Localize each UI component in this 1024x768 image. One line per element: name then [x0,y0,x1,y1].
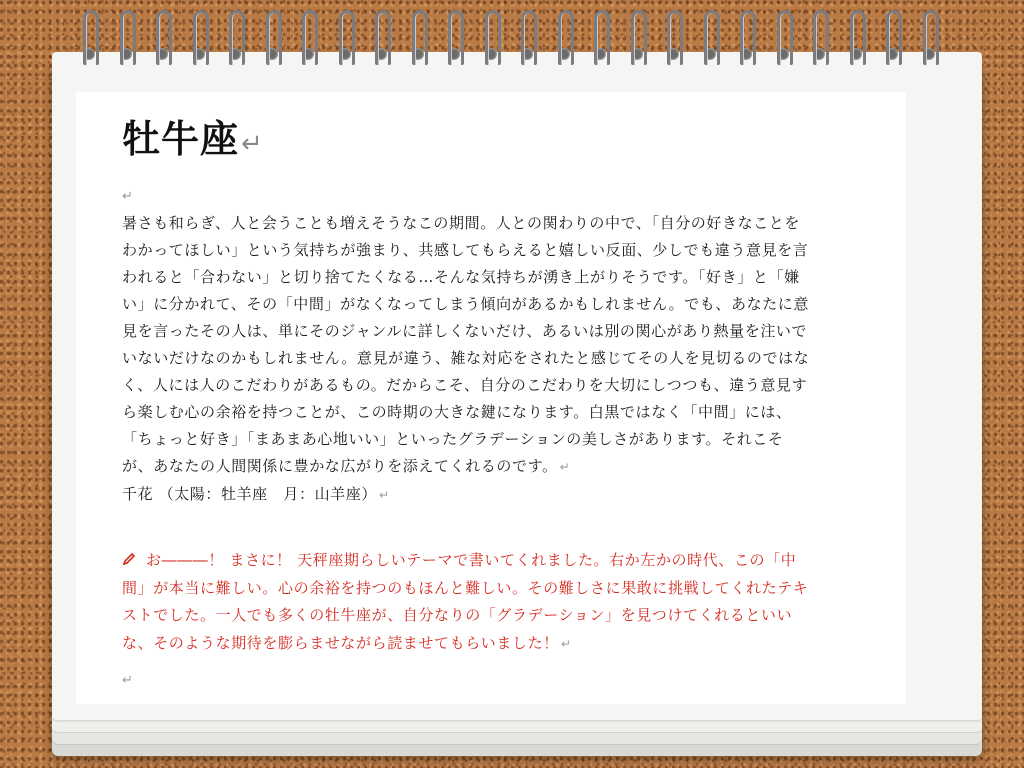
author-signature [122,481,812,509]
horoscope-body [122,210,812,509]
comment-text: お―――！ まさに！ 天秤座期らしいテーマで書いてくれました。右か左かの時代、この「中間」が本当に難しい。心の余裕を持つのもほんと難しい。その難しさに果敢に挑戦してくれたテキストでした。一人でも多くの牡牛座が、自分なりの「グラデーション」を見つけてくれるといいな、そのような期待を膨らませながら読ませてもらいました！ [122,551,809,652]
comment-paragraph [122,547,812,658]
page-title [122,117,264,161]
title-text: 牡牛座 [122,117,240,161]
paragraph-return-mark: ↵ [378,488,390,502]
paragraph-return-mark: ↵ [241,129,264,159]
editor-comment [122,547,812,658]
paragraph-return-mark: ↵ [559,460,571,474]
body-paragraph-text: 暑さも和らぎ、人と会うことも増えそうなこの期間。人との関わりの中で、「自分の好きなことをわかってほしい」という気持ちが強まり、共感してもらえると嬉しい反面、少しでも違う意見を言われると「合わない」と切り捨てたくなる…そんな気持ちが湧き上がりそうです。「好き」と「嫌い」に分かれて、その「中間」がなくなってしまう傾向があるかもしれません。でも、あなたに意見を言ったその人は、単にそのジャンルに詳しくないだけ、あるいは別の関心があり熱量を注いでいないだけなのかもしれません。意見が違う、雑な対応をされたと感じてその人を見切るのではなく、人には人のこだわりがあるもの。だからこそ、自分のこだわりを大切にしつつも、違う意見すら楽しむ心の余裕を持つことが、この時期の大きな鍵になります。白黒ではなく「中間」には、「ちょっと好き」「まあまあ心地いい」といったグラデーションの美しさがあります。それこそが、あなたの人間関係に豊かな広がりを添えてくれるのです。 [122,214,810,475]
paragraph-return-mark: ↵ [560,636,572,651]
empty-paragraph-mark: ↵ [122,673,133,688]
document-sheet [76,92,906,704]
pencil-icon [122,552,136,566]
empty-paragraph-mark: ↵ [122,189,133,204]
signature-text: 千花 （太陽：牡羊座 月：山羊座） [122,485,377,503]
body-paragraph [122,210,812,481]
